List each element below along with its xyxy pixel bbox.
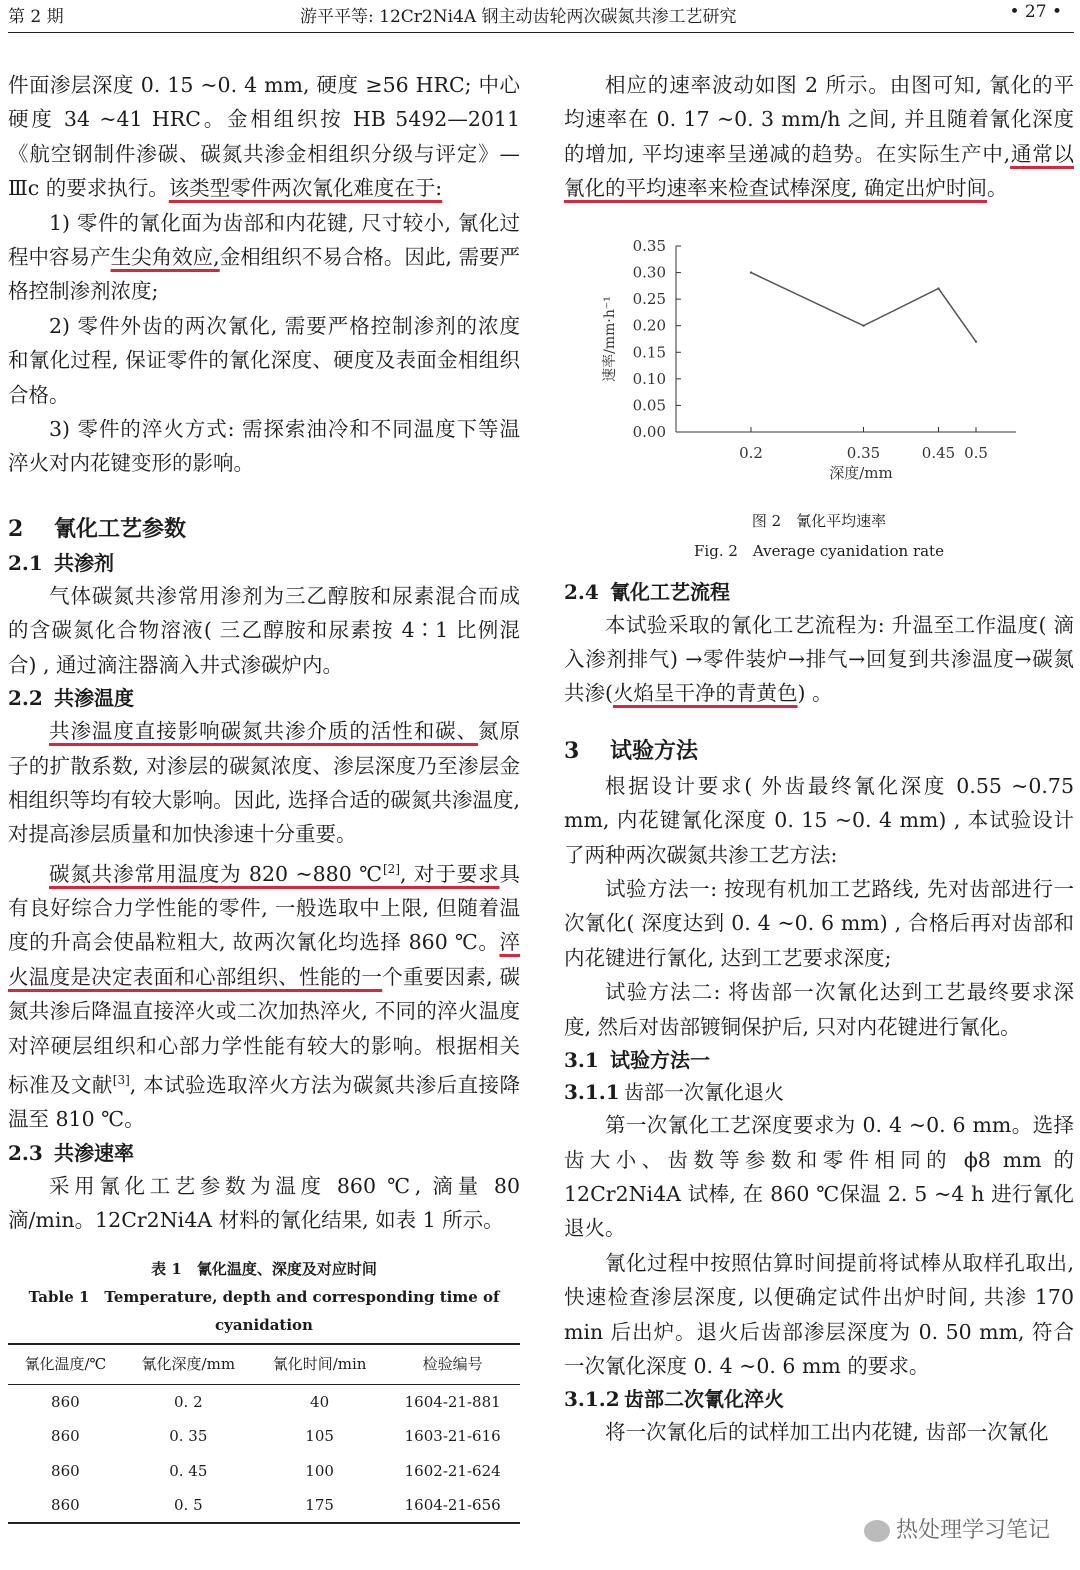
subsection-heading: 3.1 试验方法一 <box>564 1048 710 1073</box>
table-caption: 表 1 氰化温度、深度及对应时间 Table 1 Temperature, depth and corresponding time of cyanidation <box>28 1260 500 1335</box>
subsection-heading: 2.4 氰化工艺流程 <box>564 579 730 604</box>
table-header-row <box>8 1344 520 1384</box>
table-cell: 1602-21-624 <box>404 1461 501 1480</box>
x-tick-label: 0.35 <box>846 443 881 462</box>
data-point <box>862 324 864 326</box>
subsection-heading: 2.3 共渗速率 <box>8 1140 134 1165</box>
data-point <box>975 340 977 342</box>
paragraph: 将一次氰化后的试样加工出内花键, 齿部一次氰化 <box>605 1420 1049 1445</box>
running-title: 游平平等: 12Cr2Ni4A 钢主动齿轮两次碳氮共渗工艺研究 <box>300 7 737 27</box>
paragraph: 试验方法二: 将齿部一次氰化达到工艺最终要求深度, 然后对齿部镀铜保护后, 只对内花键进行氰化。 <box>564 980 1074 1039</box>
right-column <box>564 68 1074 1450</box>
table-cell: 1604-21-656 <box>385 1488 520 1523</box>
figure-2 <box>564 226 1074 566</box>
page-number: • 27 • <box>1009 2 1062 22</box>
table-cell: 1603-21-616 <box>404 1427 501 1446</box>
paragraph: 相应的速率波动如图 2 所示。由图可知, 氰化的平均速率在 0. 17 ~0. 3 mm/h 之间, 并且随着氰化深度的增加, 平均速率呈递减的趋势。在实际生产中,通常以氰化的平均速率来检查试棒深度, 确定出炉时间。 <box>564 73 1074 201</box>
paragraph: 采用氰化工艺参数为温度 860 ℃, 滴量 80 滴/min。12Cr2Ni4A 材料的氰化结果, 如表 1 所示。 <box>8 1173 520 1233</box>
highlight-underline: 通常以氰化的平均速率来检查试棒深度, 确定出炉时间 <box>564 141 1074 201</box>
paragraph: 碳氮共渗常用温度为 820 ~880 ℃[2], 对于要求具有良好综合力学性能的零件, 一般选取中上限, 但随着温度的升高会使晶粒粗大, 故两次氰化均选择 860 ℃。淬火温度是决定表面和心部组织、性能的一个重要因素, 碳氮共渗后降温直接淬火或二次加热淬火, 不同的淬火温度对淬硬层组织和心部力学性能有较大的影响。根据相关标准及文献[3], 本试验选取淬火方法为碳氮共渗后直接降温至 810 ℃。 <box>8 861 520 1132</box>
paragraph: 件面渗层深度 0. 15 ~0. 4 mm, 硬度 ≥56 HRC; 中心硬度 34 ~41 HRC。金相组织按 HB 5492—2011《航空钢制件渗碳、碳氮共渗金相组织分级与评定》—Ⅲc 的要求执行。该类型零件两次氰化难度在于: <box>8 73 520 201</box>
table-header-cell: 氰化时间/min <box>254 1344 385 1384</box>
table-row <box>8 1488 520 1523</box>
y-tick-label: 0.30 <box>632 263 666 282</box>
y-tick-label: 0.15 <box>632 342 666 361</box>
citation: [2] <box>383 861 400 876</box>
section-heading: 2 氰化工艺参数 <box>8 515 187 542</box>
table-cell: 0. 35 <box>169 1427 208 1446</box>
table-row <box>8 1454 520 1488</box>
table-cell: 1604-21-881 <box>404 1392 501 1411</box>
table-row <box>8 1419 520 1453</box>
table-cell: 40 <box>310 1392 330 1411</box>
highlight-underline: 共渗温度直接影响碳氮共渗介质的活性和碳、 <box>49 719 479 744</box>
highlight-underline: 该类型零件两次氰化难度在于: <box>168 176 443 201</box>
subsubsection-heading: 3.1.2 齿部二次氰化淬火 <box>564 1387 784 1412</box>
table-body <box>8 1384 520 1523</box>
highlight-underline: 淬火温度是决定表面和心部组织、性能的一 <box>8 930 520 989</box>
issue-number: 第 2 期 <box>8 7 64 27</box>
highlight-underline: 生尖角效应, <box>110 245 220 270</box>
table-cell: 105 <box>305 1427 334 1446</box>
data-table <box>8 1343 520 1524</box>
paragraph: 本试验采取的氰化工艺流程为: 升温至工作温度( 滴入渗剂排气) →零件装炉→排气→回复到共渗温度→碳氮共渗(火焰呈干净的青黄色) 。 <box>564 612 1074 706</box>
table-header-cell: 检验编号 <box>385 1344 520 1384</box>
y-tick-label: 0.00 <box>632 422 666 441</box>
paragraph: 气体碳氮共渗常用渗剂为三乙醇胺和尿素混合而成的含碳氮化合物溶液( 三乙醇胺和尿素按 4∶1 比例混合) , 通过滴注器滴入井式渗碳炉内。 <box>8 583 520 677</box>
y-tick-label: 0.20 <box>632 316 666 335</box>
y-axis-label: 速率/mm·h⁻¹ <box>602 295 618 382</box>
paragraph: 共渗温度直接影响碳氮共渗介质的活性和碳、氮原子的扩散系数, 对渗层的碳氮浓度、渗层深度乃至渗层金相组织等均有较大影响。因此, 选择合适的碳氮共渗温度, 对提高渗层质量和加快渗速十分重要。 <box>8 719 520 847</box>
subsection-heading: 2.1 共渗剂 <box>8 550 114 575</box>
running-header <box>0 0 1080 34</box>
paragraph: 氰化过程中按照估算时间提前将试棒从取样孔取出, 快速检查渗层深度, 以便确定试件出炉时间, 共渗 170 min 后出炉。退火后齿部渗层深度为 0. 50 mm, 符合一次氰化深度 0. 4 ~0. 6 mm 的要求。 <box>564 1250 1074 1378</box>
table-cell: 0. 5 <box>123 1488 254 1523</box>
paragraph: 3) 零件的淬火方式: 需探索油冷和不同温度下等温淬火对内花键变形的影响。 <box>8 417 520 476</box>
table-cell: 860 <box>8 1488 123 1523</box>
paragraph: 根据设计要求( 外齿最终氰化深度 0.55 ~0.75 mm, 内花键氰化深度 0. 15 ~0. 4 mm) , 本试验设计了两种两次碳氮共渗工艺方法: <box>564 773 1074 867</box>
section-heading: 3 试验方法 <box>564 737 699 764</box>
watermark-badge: 热处理学习笔记 <box>864 1513 1050 1544</box>
data-point <box>937 287 939 289</box>
rate-line-chart <box>564 226 1074 496</box>
table-row <box>8 1384 520 1419</box>
paragraph: 1) 零件的氰化面为齿部和内花键, 尺寸较小, 氰化过程中容易产生尖角效应,金相组织不易合格。因此, 需要严格控制渗剂浓度; <box>8 210 520 304</box>
wechat-icon <box>864 1520 890 1542</box>
paragraph: 试验方法一: 按现有机加工艺路线, 先对齿部进行一次氰化( 深度达到 0. 4 ~0. 6 mm) , 合格后再对齿部和内花键进行氰化, 达到工艺要求深度; <box>564 877 1074 970</box>
highlight-underline: 碳氮共渗常用温度为 820 ~880 ℃[2], 对于要求 <box>49 861 500 886</box>
subsection-heading: 2.2 共渗温度 <box>8 686 134 711</box>
left-column <box>8 68 520 1524</box>
paragraph: 第一次氰化工艺深度要求为 0. 4 ~0. 6 mm。选择齿大小、齿数等参数和零件相同的 ϕ8 mm 的 12Cr2Ni4A 试棒, 在 860 ℃保温 2. 5 ~4 h 进行氰化退火。 <box>564 1113 1074 1241</box>
table-header-cell: 氰化深度/mm <box>123 1344 254 1384</box>
citation: [3] <box>112 1072 130 1087</box>
highlight-underline: 火焰呈干净的青黄色 <box>613 681 798 706</box>
y-tick-label: 0.05 <box>632 396 666 415</box>
table-cell: 860 <box>51 1392 80 1411</box>
y-tick-label: 0.10 <box>632 369 666 388</box>
x-axis-label: 深度/mm <box>829 463 893 482</box>
y-tick-label: 0.35 <box>632 236 666 255</box>
table-cell: 860 <box>51 1461 80 1480</box>
paragraph: 2) 零件外齿的两次氰化, 需要严格控制渗剂的浓度和氰化过程, 保证零件的氰化深度、硬度及表面金相组织合格。 <box>8 313 520 407</box>
table-cell: 0. 2 <box>174 1392 203 1411</box>
data-point <box>750 271 752 273</box>
table-cell: 175 <box>254 1488 385 1523</box>
table-header-cell: 氰化温度/℃ <box>8 1344 123 1384</box>
x-tick-label: 0.5 <box>964 443 988 462</box>
x-tick-label: 0.45 <box>921 443 956 462</box>
table-cell: 0. 45 <box>169 1461 208 1480</box>
table-cell: 100 <box>305 1461 334 1480</box>
x-tick-label: 0.2 <box>739 443 763 462</box>
y-tick-label: 0.25 <box>632 289 666 308</box>
header-rule <box>8 32 1074 33</box>
series-line <box>751 272 976 341</box>
figure-caption: 图 2 氰化平均速率 Fig. 2 Average cyanidation rate <box>694 512 944 561</box>
subsubsection-heading: 3.1.1 齿部一次氰化退火 <box>564 1080 784 1105</box>
table-cell: 860 <box>51 1427 80 1446</box>
